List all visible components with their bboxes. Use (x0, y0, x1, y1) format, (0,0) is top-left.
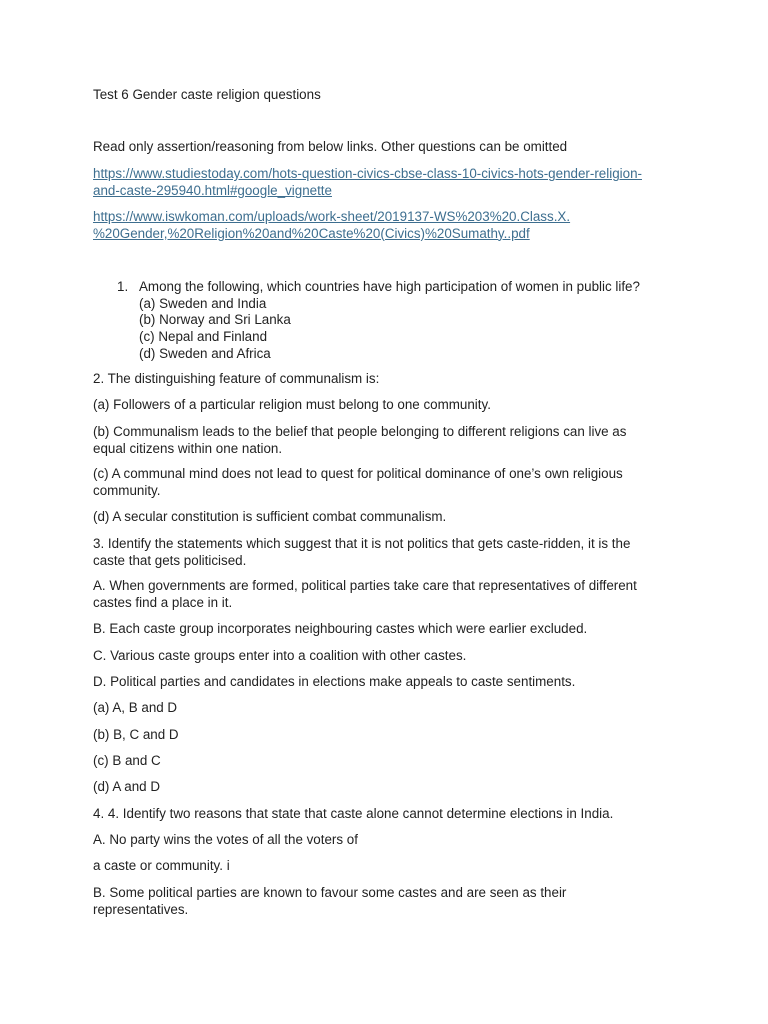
option-a: (a) Sweden and India (139, 295, 267, 311)
text-line: 3. Identify the statements which suggest that it is not politics that gets caste-ridden, it is the (93, 536, 631, 551)
text-line: caste that gets politicised. (93, 552, 247, 568)
iswkoman-link[interactable] (93, 209, 683, 242)
question-number: 1. (117, 279, 129, 294)
instruction-text: Read only assertion/reasoning from below links. Other questions can be omitted (93, 139, 568, 154)
question-3-option-b: (b) B, C and D (93, 727, 179, 742)
text-line: equal citizens within one nation. (93, 440, 283, 456)
link-line[interactable]: https://www.iswkoman.com/uploads/work-sheet/2019137-WS%203%20.Class.X. (93, 209, 571, 224)
question-4-text: 4. 4. Identify two reasons that state that caste alone cannot determine elections in India. (93, 806, 614, 821)
option-c: (c) Nepal and Finland (139, 329, 268, 345)
question-3-statement-b: B. Each caste group incorporates neighbouring castes which were earlier excluded. (93, 621, 588, 636)
text-line: A. When governments are formed, political parties take care that representatives of different (93, 578, 637, 593)
text-line: (c) A communal mind does not lead to quest for political dominance of one’s own religious (93, 466, 623, 481)
question-4-statement-a-line2: a caste or community. i (93, 858, 230, 873)
option-d: (d) Sweden and Africa (139, 345, 271, 361)
link-line[interactable]: and-caste-295940.html#google_vignette (93, 182, 332, 198)
link-line[interactable]: %20Gender,%20Religion%20and%20Caste%20(Civics)%20Sumathy..pdf (93, 225, 530, 241)
text-line: community. (93, 482, 161, 498)
question-4-statement-a-line1: A. No party wins the votes of all the voters of (93, 832, 358, 847)
question-3-statement-d: D. Political parties and candidates in elections make appeals to caste sentiments. (93, 674, 576, 689)
question-1 (117, 279, 687, 363)
question-3-option-c: (c) B and C (93, 753, 161, 768)
question-3-option-d: (d) A and D (93, 779, 160, 794)
text-line: castes find a place in it. (93, 594, 233, 610)
question-text: Among the following, which countries have high participation of women in public life? (139, 279, 640, 294)
question-2-option-a: (a) Followers of a particular religion must belong to one community. (93, 397, 491, 412)
question-3-statement-a (93, 578, 683, 611)
document-title: Test 6 Gender caste religion questions (93, 87, 321, 102)
text-line: representatives. (93, 901, 189, 917)
question-2-text: 2. The distinguishing feature of communalism is: (93, 371, 380, 386)
question-3-text (93, 536, 683, 569)
question-3-option-a: (a) A, B and D (93, 700, 178, 715)
question-2-option-d: (d) A secular constitution is sufficient combat communalism. (93, 509, 447, 524)
question-2-option-b (93, 424, 683, 457)
text-line: (b) Communalism leads to the belief that people belonging to different religions can live as (93, 424, 627, 439)
question-3-statement-c: C. Various caste groups enter into a coalition with other castes. (93, 648, 467, 663)
question-2-option-c (93, 466, 683, 499)
studiestoday-link[interactable] (93, 166, 683, 199)
question-4-statement-b (93, 885, 683, 918)
link-line[interactable]: https://www.studiestoday.com/hots-question-civics-cbse-class-10-civics-hots-gender-religion- (93, 166, 642, 181)
text-line: B. Some political parties are known to favour some castes and are seen as their (93, 885, 567, 900)
option-b: (b) Norway and Sri Lanka (139, 312, 291, 328)
